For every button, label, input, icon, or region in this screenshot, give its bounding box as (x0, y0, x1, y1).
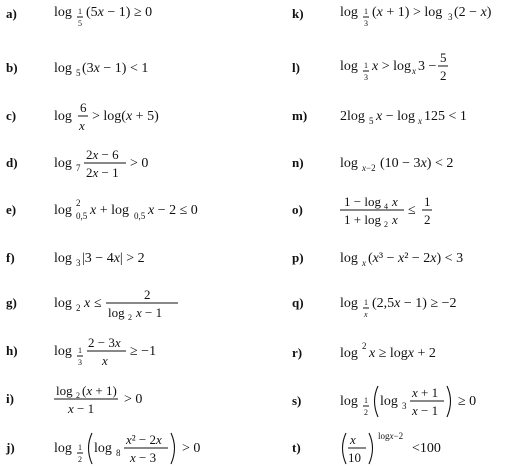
problem-label: p) (292, 250, 304, 265)
svg-text:(10 − 3x) < 2: (10 − 3x) < 2 (380, 156, 454, 171)
svg-text:log: log (54, 5, 72, 20)
svg-text:x: x (412, 66, 416, 76)
problem-label: d) (6, 155, 18, 170)
svg-text:log: log (94, 441, 112, 456)
problem-c (6, 98, 236, 134)
svg-text:≤: ≤ (94, 296, 102, 311)
svg-text:x: x (350, 432, 356, 447)
svg-text:log: log (54, 251, 72, 266)
problem-label: j) (6, 440, 15, 455)
svg-text:1: 1 (78, 346, 82, 355)
svg-text:log: log (54, 344, 72, 359)
svg-text:2x − 6: 2x − 6 (86, 147, 119, 162)
problem-label: b) (6, 60, 18, 75)
svg-text:x − 1: x − 1 (68, 401, 95, 416)
svg-text:log: log (340, 296, 358, 311)
problem-label: k) (292, 6, 304, 21)
problem-label: r) (292, 345, 303, 360)
problem-expression (340, 285, 530, 321)
svg-text:(x + 1) > log: (x + 1) > log (372, 5, 443, 20)
svg-text:(2 − x): (2 − x) (454, 5, 492, 20)
svg-text:log: log (340, 59, 358, 74)
svg-text:> 0: > 0 (124, 392, 143, 407)
svg-text:(5x − 1) ≥ 0: (5x − 1) ≥ 0 (86, 5, 153, 20)
svg-text:(x + 1): (x + 1) (82, 383, 117, 398)
svg-text:x: x (102, 353, 108, 368)
problem-label: a) (6, 6, 17, 21)
svg-text:log: log (340, 156, 358, 171)
svg-text:2: 2 (144, 287, 151, 302)
problem-label: i) (6, 391, 14, 406)
svg-text:x + 1: x + 1 (412, 385, 439, 400)
svg-text:(2,5x − 1) ≥ −2: (2,5x − 1) ≥ −2 (372, 296, 457, 311)
problem-expression (54, 333, 244, 369)
problem-expression (340, 98, 530, 134)
problem-g (6, 285, 236, 321)
svg-text:3: 3 (78, 358, 82, 367)
svg-text:2: 2 (76, 303, 81, 313)
problem-i (6, 381, 236, 417)
svg-text:log: log (54, 109, 72, 124)
problem-label: c) (6, 108, 17, 123)
svg-text:log: log (340, 251, 358, 266)
svg-text:log: log (56, 383, 73, 398)
svg-text:> log(x + 5): > log(x + 5) (92, 109, 159, 124)
problem-expression (54, 285, 244, 321)
svg-text:3: 3 (76, 258, 81, 268)
svg-text:10: 10 (348, 450, 361, 465)
problem-label: e) (6, 202, 17, 217)
svg-text:1: 1 (364, 61, 368, 70)
svg-text:log: log (108, 305, 125, 320)
svg-text:3: 3 (402, 401, 407, 411)
problem-a (6, 0, 236, 32)
svg-text:0,5: 0,5 (76, 211, 88, 221)
svg-text:log: log (340, 5, 358, 20)
svg-text:x − 3: x − 3 (130, 450, 157, 465)
svg-text:x: x (392, 194, 398, 209)
svg-text:3 −: 3 − (418, 59, 437, 74)
problem-l (292, 50, 522, 86)
svg-text:2: 2 (78, 455, 82, 464)
problem-t (292, 430, 522, 466)
problem-expression (54, 381, 244, 417)
problem-expression (54, 145, 244, 181)
problem-label: g) (6, 295, 17, 310)
svg-text:1: 1 (364, 7, 368, 16)
svg-text:log: log (340, 346, 358, 361)
svg-text:log: log (54, 203, 72, 218)
problem-expression (54, 430, 244, 466)
problem-r (292, 335, 522, 371)
svg-text:x − 1: x − 1 (136, 305, 163, 320)
svg-text:2: 2 (362, 341, 367, 351)
svg-text:2: 2 (76, 198, 81, 208)
svg-text:3: 3 (448, 12, 453, 22)
svg-text:2x − 1: 2x − 1 (86, 165, 119, 180)
problem-m (292, 98, 522, 134)
problem-expression (340, 0, 530, 32)
problem-f (6, 240, 236, 276)
problem-s (292, 383, 522, 419)
svg-text:1: 1 (364, 298, 368, 307)
problem-expression (340, 240, 530, 276)
svg-text:x: x (362, 258, 366, 268)
svg-text:<100: <100 (412, 441, 441, 456)
svg-text:2log: 2log (340, 109, 365, 124)
problem-k (292, 0, 522, 32)
svg-text:x + log: x + log (90, 203, 130, 218)
problem-expression (54, 98, 244, 134)
svg-text:logx−2: logx−2 (378, 431, 404, 441)
svg-text:2: 2 (440, 68, 447, 83)
svg-text:x−2: x−2 (362, 163, 376, 173)
svg-text:5: 5 (78, 19, 82, 28)
svg-text:2: 2 (384, 220, 388, 229)
problem-label: l) (292, 60, 300, 75)
svg-text:log: log (340, 394, 358, 409)
svg-text:2: 2 (424, 212, 431, 227)
svg-text:x: x (84, 296, 91, 311)
svg-text:log: log (54, 441, 72, 456)
svg-text:3: 3 (364, 19, 368, 28)
problem-expression (340, 383, 530, 419)
svg-text:5: 5 (76, 68, 81, 78)
svg-text:5: 5 (440, 50, 447, 65)
problem-expression (54, 240, 244, 276)
svg-text:log: log (380, 394, 398, 409)
svg-text:3: 3 (364, 73, 368, 82)
problem-q (292, 285, 522, 321)
svg-text:0,5: 0,5 (134, 211, 146, 221)
problem-expression (340, 430, 530, 466)
svg-text:> 0: > 0 (182, 441, 201, 456)
svg-text:x ≥ logx + 2: x ≥ logx + 2 (369, 346, 436, 361)
svg-text:1: 1 (364, 396, 368, 405)
svg-text:1 + log: 1 + log (344, 212, 381, 227)
svg-text:x: x (418, 116, 422, 126)
svg-text:x: x (392, 212, 398, 227)
svg-text:6: 6 (80, 100, 87, 115)
svg-text:x − log: x − log (376, 109, 416, 124)
svg-text:log: log (54, 156, 72, 171)
problem-label: t) (292, 440, 301, 455)
svg-text:1: 1 (78, 443, 82, 452)
svg-text:1 − log: 1 − log (344, 194, 381, 209)
svg-text:log: log (54, 61, 72, 76)
svg-text:2 − 3x: 2 − 3x (88, 335, 121, 350)
problem-expression (340, 145, 530, 181)
svg-text:1: 1 (78, 7, 82, 16)
problem-p (292, 240, 522, 276)
svg-text:(3x − 1) < 1: (3x − 1) < 1 (82, 61, 149, 76)
problem-expression (54, 192, 244, 228)
problem-label: n) (292, 155, 304, 170)
svg-text:1: 1 (424, 194, 431, 209)
problem-label: o) (292, 202, 303, 217)
svg-text:≥ −1: ≥ −1 (130, 344, 157, 359)
svg-text:log: log (54, 296, 72, 311)
svg-text:(x³ − x² − 2x) < 3: (x³ − x² − 2x) < 3 (368, 251, 464, 266)
svg-text:2: 2 (128, 313, 132, 322)
problem-h (6, 333, 236, 369)
svg-text:x − 1: x − 1 (412, 403, 439, 418)
problem-o (292, 192, 522, 228)
svg-text:x > log: x > log (372, 59, 412, 74)
problem-label: h) (6, 343, 18, 358)
svg-text:x: x (364, 310, 368, 319)
svg-text:≤: ≤ (408, 203, 416, 218)
svg-text:x: x (79, 118, 85, 133)
problem-n (292, 145, 522, 181)
svg-text:x² − 2x: x² − 2x (126, 432, 162, 447)
problem-expression (54, 50, 244, 86)
problem-label: f) (6, 250, 15, 265)
problem-expression (340, 335, 530, 371)
svg-text:> 0: > 0 (130, 156, 149, 171)
problem-e (6, 192, 236, 228)
problem-expression (340, 50, 530, 86)
problem-j (6, 430, 236, 466)
problem-label: m) (292, 108, 308, 123)
problem-expression (54, 0, 244, 32)
problem-label: s) (292, 393, 302, 408)
svg-text:≥ 0: ≥ 0 (458, 394, 477, 409)
problem-d (6, 145, 236, 181)
svg-text:125 < 1: 125 < 1 (424, 109, 467, 124)
svg-text:4: 4 (384, 202, 388, 211)
problem-expression (340, 192, 530, 228)
svg-text:|3 − 4x| > 2: |3 − 4x| > 2 (82, 251, 145, 266)
problem-label: q) (292, 295, 304, 310)
svg-text:2: 2 (364, 408, 368, 417)
svg-text:5: 5 (369, 116, 374, 126)
svg-text:x − 2 ≤ 0: x − 2 ≤ 0 (148, 203, 198, 218)
svg-text:2: 2 (76, 391, 80, 400)
svg-text:7: 7 (76, 163, 81, 173)
svg-text:8: 8 (116, 448, 121, 458)
problem-b (6, 50, 236, 86)
